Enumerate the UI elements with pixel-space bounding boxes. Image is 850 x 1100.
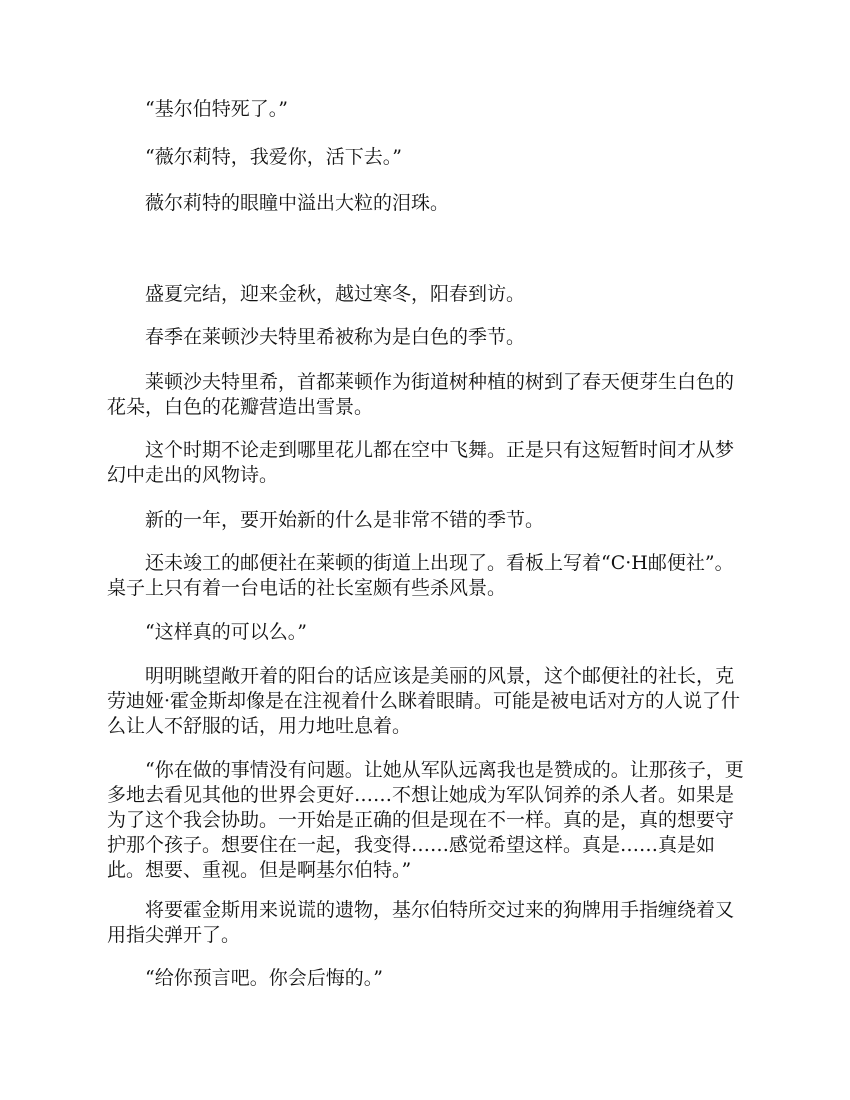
- paragraph: “给你预言吧。你会后悔的。”: [145, 967, 383, 989]
- paragraph: 盛夏完结，迎来金秋，越过寒冬，阳春到访。: [145, 283, 526, 305]
- paragraph: 明明眺望敞开着的阳台的话应该是美丽的风景，这个邮便社的社长，克劳迪娅·霍金斯却像是在注视着什么眯着眼睛。可能是被电话对方的人说了什么让人不舒服的话，用力地吐息着。: [107, 665, 741, 737]
- paragraph: 将要霍金斯用来说谎的遗物，基尔伯特所交过来的狗牌用手指缠绕着又用指尖弹开了。: [107, 899, 735, 946]
- paragraph: 春季在莱顿沙夫特里希被称为是白色的季节。: [145, 326, 526, 348]
- paragraph: “基尔伯特死了。”: [145, 98, 288, 120]
- paragraph: “这样真的可以么。”: [145, 621, 307, 643]
- paragraph: “你在做的事情没有问题。让她从军队远离我也是赞成的。让那孩子，更多地去看见其他的世界会更好……不想让她成为军队饲养的杀人者。如果是为了这个我会协助。一开始是正确的但是现在不一样。真的是，真的想要守护那个孩子。想要住在一起，我变得……感觉希望这样。真是……真是如此。想要、重视。但是啊基尔伯特。”: [107, 759, 744, 881]
- paragraph: 还未竣工的邮便社在莱顿的街道上出现了。看板上写着“C·H邮便社”。桌子上只有着一台电话的社长室颇有些杀风景。: [107, 552, 734, 599]
- paragraph: 薇尔莉特的眼瞳中溢出大粒的泪珠。: [145, 192, 450, 214]
- paragraph: 这个时期不论走到哪里花儿都在空中飞舞。正是只有这短暂时间才从梦幻中走出的风物诗。: [107, 439, 735, 486]
- paragraph: “薇尔莉特，我爱你，活下去。”: [145, 146, 402, 168]
- paragraph: 莱顿沙夫特里希，首都莱顿作为街道树种植的树到了春天便芽生白色的花朵，白色的花瓣营造出雪景。: [107, 371, 735, 418]
- paragraph: 新的一年，要开始新的什么是非常不错的季节。: [145, 509, 545, 531]
